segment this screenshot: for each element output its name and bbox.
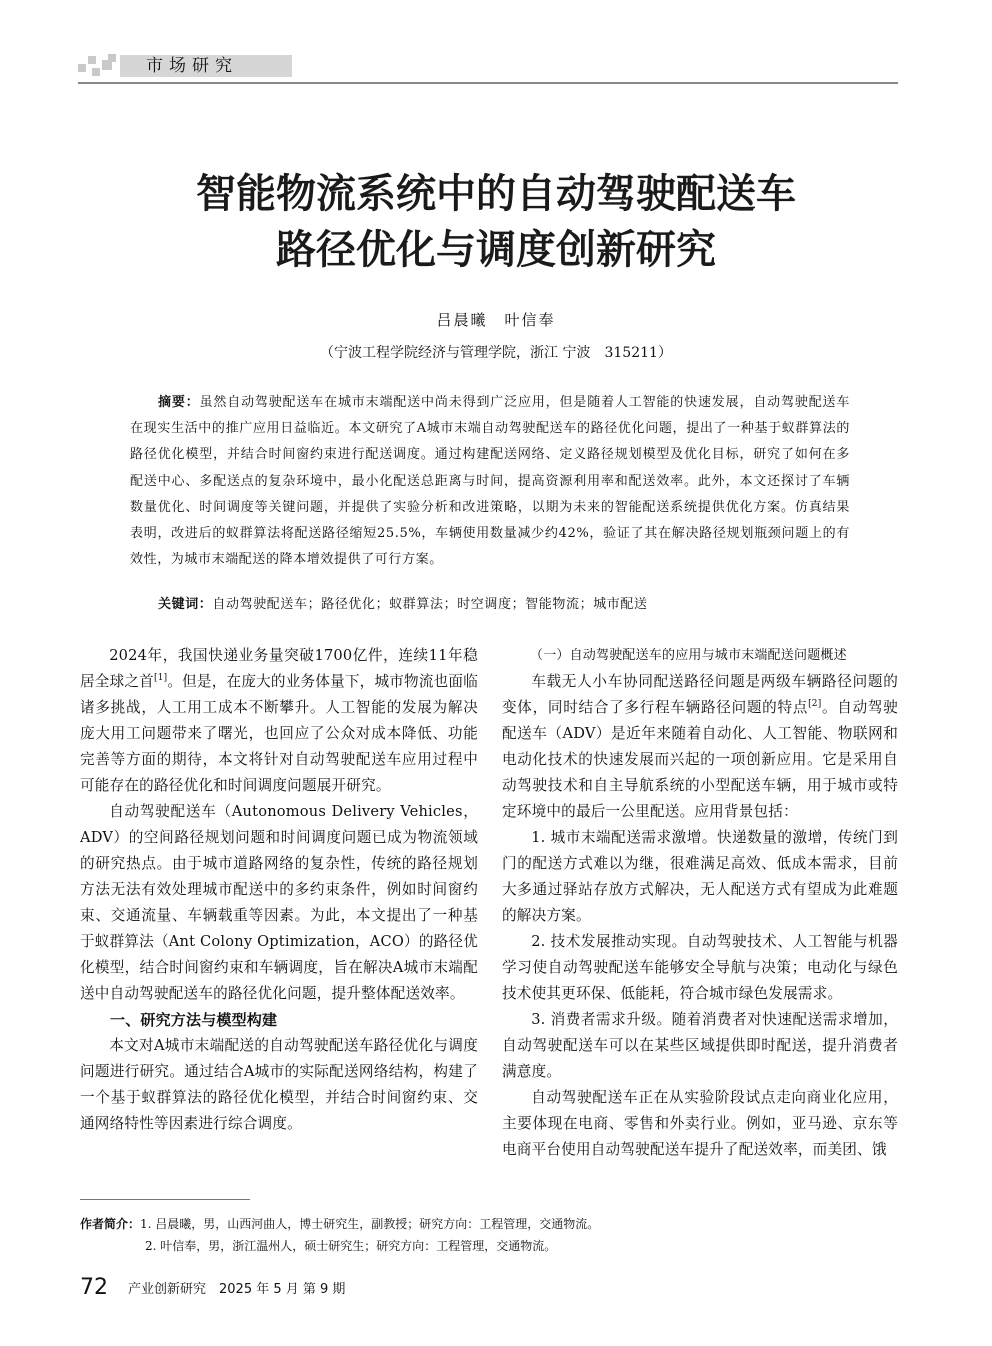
title-line-2: 路径优化与调度创新研究 [276,227,716,273]
footnote-line-1: 1. 吕晨曦，男，山西河曲人，博士研究生，副教授；研究方向：工程管理，交通物流。 [140,1217,600,1231]
title-line-1: 智能物流系统中的自动驾驶配送车 [196,171,796,217]
section-label: 市场研究 [146,56,238,76]
keywords-label: 关键词： [158,597,213,612]
paper-title [0,166,992,278]
list-item: 1. 城市末端配送需求激增。快递数量的激增，传统门到门的配送方式难以为继，很难满足高效、低成本需求，目前大多通过驿站存放方式解决，无人配送方式有望成为此难题的解决方案。 [502,829,898,924]
paragraph: 车载无人小车协同配送路径问题是两级车辆路径问题的变体，同时结合了多行程车辆路径问题的特点[2]。自动驾驶配送车（ADV）是近年来随着自动化、人工智能、物联网和电动化技术的快速发展而兴起的一项创新应用。它是采用自动驾驶技术和自主导航系统的小型配送车辆，用于城市或特定环境中的最后一公里配送。应用背景包括： [502,673,898,820]
section-heading: 一、研究方法与模型构建 [110,1011,278,1029]
affiliation: （宁波工程学院经济与管理学院，浙江 宁波 315211） [320,345,672,361]
reference-mark: [2] [808,699,822,710]
list-item: 2. 技术发展推动实现。自动驾驶技术、人工智能与机器学习使自动驾驶配送车能够安全导航与决策；电动化与绿色技术使其更环保、低能耗，符合城市绿色发展需求。 [502,933,898,1002]
abstract-label: 摘要： [158,395,200,410]
author-footnote [80,1213,900,1257]
authors: 吕晨曦 叶信奉 [436,311,556,329]
right-column [502,643,898,1163]
abstract [130,390,850,573]
footnote-label: 作者简介： [80,1217,141,1231]
paragraph: 2024年，我国快递业务量突破1700亿件，连续11年稳居全球之首[1]。但是，在庞大的业务体量下，城市物流也面临诸多挑战，人工用工成本不断攀升。人工智能的发展为解决庞大用工问题带来了曙光，也回应了公众对成本降低、功能完善等方面的期待，本文将针对自动驾驶配送车应用过程中可能存在的路径优化和时间调度问题展开研究。 [80,647,479,794]
list-item: 3. 消费者需求升级。随着消费者对快速配送需求增加，自动驾驶配送车可以在某些区域提供即时配送，提升消费者满意度。 [502,1011,898,1080]
page-number: 72 [80,1275,108,1300]
journal-info: 产业创新研究 2025 年 5 月 第 9 期 [128,1282,346,1297]
keywords [158,594,858,616]
footnote-line-2: 2. 叶信奉，男，浙江温州人，硕士研究生；研究方向：工程管理，交通物流。 [145,1239,557,1253]
abstract-text: 虽然自动驾驶配送车在城市末端配送中尚未得到广泛应用，但是随着人工智能的快速发展，自动驾驶配送车在现实生活中的推广应用日益临近。本文研究了A城市末端自动驾驶配送车的路径优化问题，提出了一种基于蚁群算法的路径优化模型，并结合时间窗约束进行配送调度。通过构建配送网络、定义路径规划模型及优化目标，研究了如何在多配送中心、多配送点的复杂环境中，最小化配送总距离与时间，提高资源利用率和配送效率。此外，本文还探讨了车辆数量优化、时间调度等关键问题，并提供了实验分析和改进策略，以期为未来的智能配送系统提供优化方案。仿真结果表明，改进后的蚁群算法将配送路径缩短25.5%，车辆使用数量减少约42%，验证了其在解决路径规划瓶颈问题上的有效性，为城市末端配送的降本增效提供了可行方案。 [130,395,850,568]
subsection-heading: （一）自动驾驶配送车的应用与城市末端配送问题概述 [530,648,847,663]
reference-mark: [1] [153,673,168,684]
paragraph: 本文对A城市末端配送的自动驾驶配送车路径优化与调度问题进行研究。通过结合A城市的实际配送网络结构，构建了一个基于蚁群算法的路径优化模型，并结合时间窗约束、交通网络特性等因素进行综合调度。 [80,1037,478,1132]
left-column [80,643,478,1137]
paragraph: 自动驾驶配送车正在从实验阶段试点走向商业化应用，主要体现在电商、零售和外卖行业。例如，亚马逊、京东等电商平台使用自动驾驶配送车提升了配送效率，而美团、饿 [502,1089,898,1158]
header-rule [78,82,898,84]
paragraph: 自动驾驶配送车（Autonomous Delivery Vehicles，ADV）的空间路径规划问题和时间调度问题已成为物流领域的研究热点。由于城市道路网络的复杂性，传统的路径规划方法无法有效处理城市配送中的多约束条件，例如时间窗约束、交通流量、车辆载重等因素。为此，本文提出了一种基于蚁群算法（Ant Colony Optimization，ACO）的路径优化模型，结合时间窗约束和车辆调度，旨在解决A城市末端配送中自动驾驶配送车的路径优化问题，提升整体配送效率。 [80,803,478,1002]
header-decoration [78,52,122,78]
keywords-text: 自动驾驶配送车；路径优化；蚁群算法；时空调度；智能物流；城市配送 [212,597,648,612]
footnote-rule [80,1199,250,1200]
